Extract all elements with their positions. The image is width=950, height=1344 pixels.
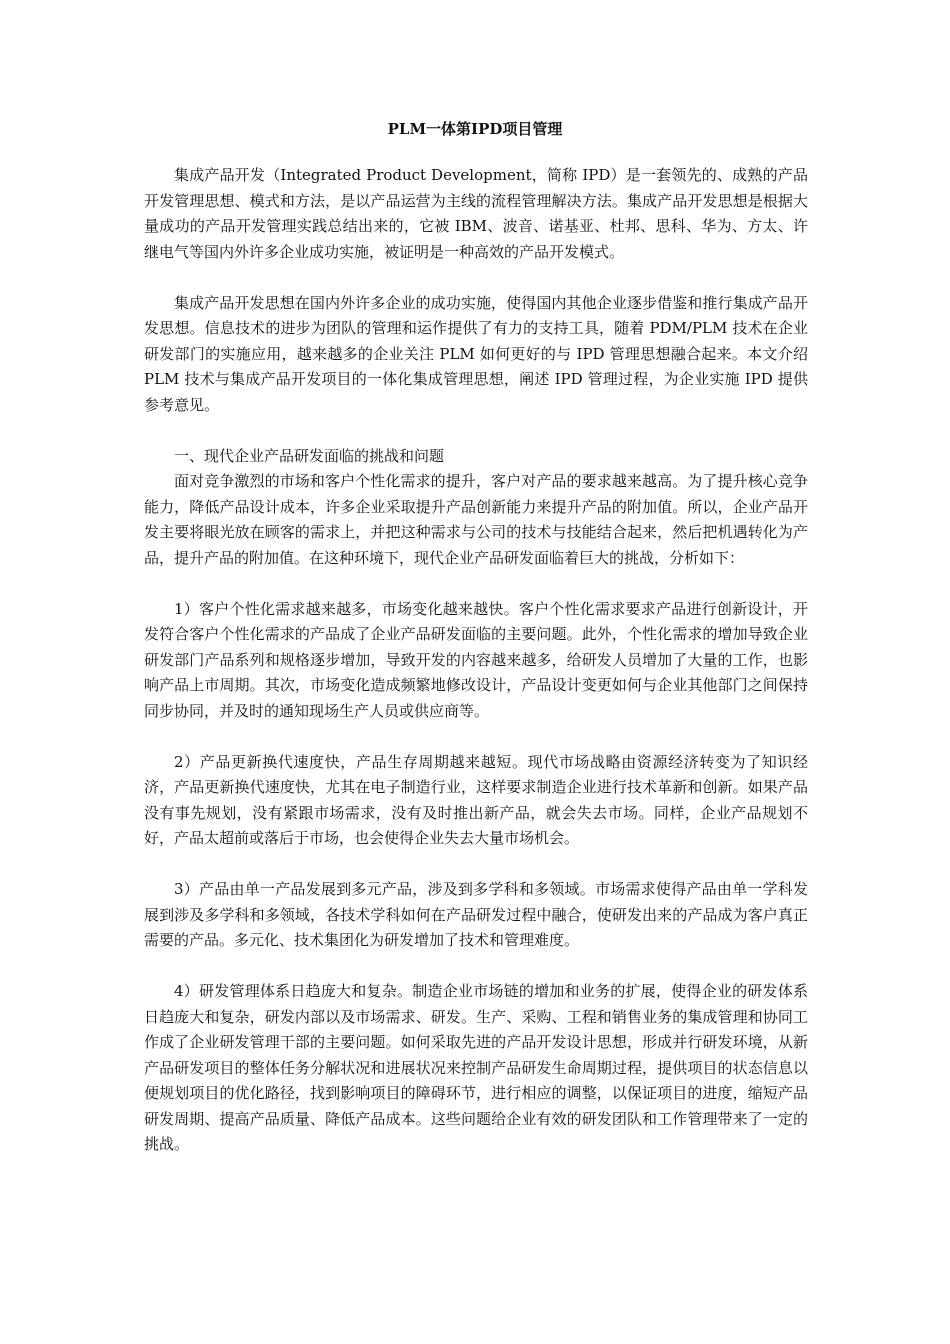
section-heading-challenges: 一、现代企业产品研发面临的挑战和问题 bbox=[174, 446, 445, 465]
paragraph-spacer bbox=[144, 724, 808, 750]
paragraph-challenges-intro: 面对竞争激烈的市场和客户个性化需求的提升，客户对产品的要求越来越高。为了提升核心竞争能力，降低产品设计成本，许多企业采取提升产品创新能力来提升产品的附加值。所以，企业产品开发主要将眼光放在顾客的需求上，并把这种需求与公司的技术与技能结合起来，然后把机遇转化为产品，提升产品的附加值。在这种环境下，现代企业产品研发面临着巨大的挑战，分析如下： bbox=[144, 472, 808, 567]
paragraph-spacer bbox=[144, 571, 808, 597]
paragraph-ipd-adoption: 集成产品开发思想在国内外许多企业的成功实施，使得国内其他企业逐步借鉴和推行集成产品开发思想。信息技术的进步为团队的管理和运作提供了有力的支持工具，随着 PDM/PLM 技术在企业研发部门的实施应用，越来越多的企业关注 PLM 如何更好的与 IPD 管理思想融合起来。本文介绍 PLM 技术与集成产品开发项目的一体化集成管理思想，阐述 IPD 管理过程，为企业实施 IPD 提供参考意见。 bbox=[144, 293, 808, 414]
paragraph-challenge-3: 3）产品由单一产品发展到多元产品，涉及到多学科和多领域。市场需求使得产品由单一学科发展到涉及多学科和多领域，各技术学科如何在产品研发过程中融合，使研发出来的产品成为客户真正需要的产品。多元化、技术集团化为研发增加了技术和管理难度。 bbox=[144, 880, 808, 949]
paragraph-ipd-intro: 集成产品开发（Integrated Product Development，简称 IPD）是一套领先的、成熟的产品开发管理思想、模式和方法，是以产品运营为主线的流程管理解决方法。集成产品开发思想是根据大量成功的产品开发管理实践总结出来的，它被 IBM、波音、诺基亚、杜邦、思科、华为、方太、许继电气等国内外许多企业成功实施，被证明是一种高效的产品开发模式。 bbox=[144, 166, 808, 261]
paragraph-spacer bbox=[144, 418, 808, 444]
paragraph-spacer bbox=[144, 954, 808, 980]
paragraph-spacer bbox=[144, 852, 808, 878]
paragraph-challenge-4: 4）研发管理体系日趋庞大和复杂。制造企业市场链的增加和业务的扩展，使得企业的研发体系日趋庞大和复杂，研发内部以及市场需求、研发。生产、采购、工程和销售业务的集成管理和协同工作成了企业研发管理干部的主要问题。如何采取先进的产品开发设计思想，形成并行研发环境，从新产品研发项目的整体任务分解状况和进展状况来控制产品研发生命周期过程，提供项目的状态信息以便规划项目的优化路径，找到影响项目的障碍环节，进行相应的调整，以保证项目的进度，缩短产品研发周期、提高产品质量、降低产品成本。这些问题给企业有效的研发团队和工作管理带来了一定的挑战。 bbox=[144, 982, 808, 1153]
paragraph-challenge-2: 2）产品更新换代速度快，产品生存周期越来越短。现代市场战略由资源经济转变为了知识经济，产品更新换代速度快，尤其在电子制造行业，这样要求制造企业进行技术革新和创新。如果产品没有事先规划，没有紧跟市场需求，没有及时推出新产品，就会失去市场。同样，企业产品规划不好，产品太超前或落后于市场，也会使得企业失去大量市场机会。 bbox=[144, 752, 808, 847]
document-body bbox=[144, 163, 808, 1158]
paragraph-spacer bbox=[144, 265, 808, 291]
paragraph-challenge-1: 1）客户个性化需求越来越多，市场变化越来越快。客户个性化需求要求产品进行创新设计，开发符合客户个性化需求的产品成了企业产品研发面临的主要问题。此外，个性化需求的增加导致企业研发部门产品系列和规格逐步增加，导致开发的内容越来越多，给研发人员增加了大量的工作，也影响产品上市周期。其次，市场变化造成频繁地修改设计，产品设计变更如何与企业其他部门之间保持同步协同，并及时的通知现场生产人员或供应商等。 bbox=[144, 599, 808, 720]
document-title: PLM一体第IPD项目管理 bbox=[387, 120, 563, 138]
